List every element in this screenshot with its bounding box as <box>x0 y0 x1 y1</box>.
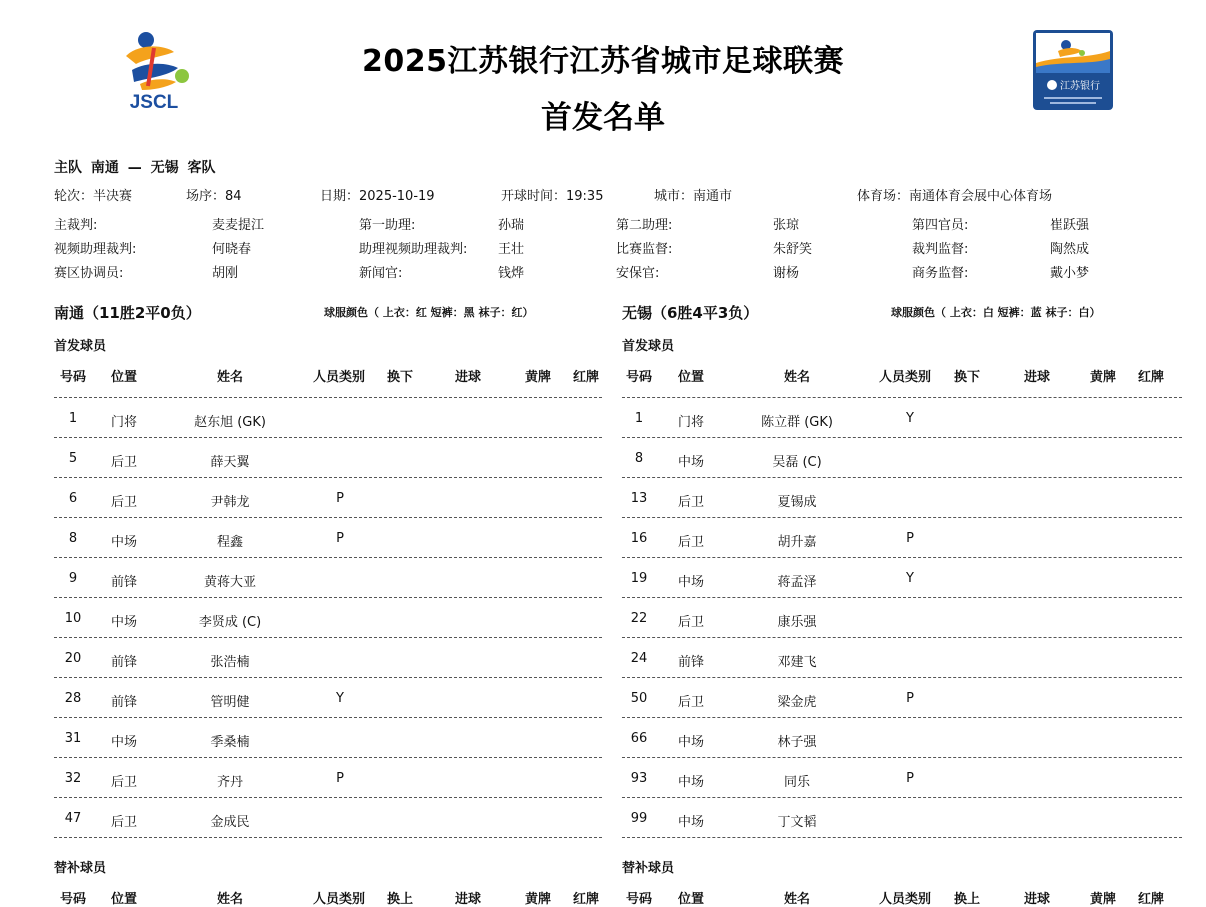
away-player-name: 胡升嘉 <box>777 535 817 550</box>
away-player-position: 后卫 <box>677 695 704 710</box>
home-player-position: 后卫 <box>110 775 137 790</box>
away-player-name: 林子强 <box>777 735 817 750</box>
away-sub-col-header: 红牌 <box>1137 892 1164 907</box>
jscl-logo-text: JSCL <box>129 92 179 112</box>
away-player-number: 1 <box>634 411 644 426</box>
home-player-category: Y <box>336 691 344 706</box>
home-player-position: 前锋 <box>110 575 137 590</box>
official-label: 第二助理: <box>616 218 673 233</box>
home-player-position: 门将 <box>110 415 137 430</box>
away-player-number: 19 <box>630 571 648 586</box>
home-sub-col-header: 进球 <box>454 892 481 907</box>
home-player-name: 季桑楠 <box>210 735 250 750</box>
away-col-header: 红牌 <box>1137 370 1164 385</box>
home-sub-col-header: 姓名 <box>216 892 243 907</box>
home-player-number: 6 <box>68 491 78 506</box>
away-sub-col-header: 换上 <box>953 892 980 907</box>
home-col-header: 人员类别 <box>312 370 365 385</box>
home-player-position: 前锋 <box>110 655 137 670</box>
row-divider <box>622 677 1182 678</box>
official-label: 助理视频助理裁判: <box>359 242 468 257</box>
row-divider <box>54 757 602 758</box>
home-player-name: 管明健 <box>210 695 250 710</box>
stadium: 体育场：南通体育会展中心体育场 <box>857 189 1053 204</box>
official-label: 主裁判: <box>54 218 98 233</box>
home-col-header: 换下 <box>386 370 413 385</box>
away-player-category: P <box>906 771 914 786</box>
row-divider <box>54 477 602 478</box>
home-player-position: 后卫 <box>110 815 137 830</box>
home-col-header: 红牌 <box>572 370 599 385</box>
row-divider <box>622 597 1182 598</box>
away-player-position: 中场 <box>677 575 704 590</box>
away-player-number: 16 <box>630 531 648 546</box>
away-player-position: 前锋 <box>677 655 704 670</box>
home-player-name: 程鑫 <box>216 535 243 550</box>
home-sub-col-header: 黄牌 <box>524 892 551 907</box>
away-player-number: 93 <box>630 771 648 786</box>
home-player-number: 31 <box>64 731 82 746</box>
away-player-position: 中场 <box>677 775 704 790</box>
away-player-name: 同乐 <box>783 775 810 790</box>
official-label: 安保官: <box>616 266 660 281</box>
official-label: 第一助理: <box>359 218 416 233</box>
home-sub-col-header: 位置 <box>110 892 137 907</box>
home-player-name: 张浩楠 <box>210 655 250 670</box>
official-label: 第四官员: <box>912 218 969 233</box>
away-player-position: 后卫 <box>677 615 704 630</box>
away-player-number: 22 <box>630 611 648 626</box>
home-player-name: 赵东旭 (GK) <box>194 415 266 430</box>
official-name: 朱舒笑 <box>773 242 813 257</box>
row-divider <box>622 397 1182 398</box>
away-starters-label: 首发球员 <box>622 339 675 354</box>
away-player-number: 99 <box>630 811 648 826</box>
official-label: 视频助理裁判: <box>54 242 137 257</box>
home-col-header: 进球 <box>454 370 481 385</box>
home-player-name: 薛天翼 <box>210 455 250 470</box>
home-player-category: P <box>336 771 344 786</box>
away-player-position: 中场 <box>677 735 704 750</box>
official-name: 胡刚 <box>212 266 239 281</box>
away-sub-col-header: 姓名 <box>783 892 810 907</box>
away-player-number: 24 <box>630 651 648 666</box>
home-player-number: 28 <box>64 691 82 706</box>
away-player-position: 后卫 <box>677 535 704 550</box>
row-divider <box>54 397 602 398</box>
away-player-name: 梁金虎 <box>777 695 817 710</box>
home-player-position: 后卫 <box>110 495 137 510</box>
home-col-header: 号码 <box>59 370 86 385</box>
away-sub-col-header: 进球 <box>1023 892 1050 907</box>
page-subtitle: 首发名单 <box>541 100 665 136</box>
home-subs-label: 替补球员 <box>54 861 107 876</box>
away-col-header: 人员类别 <box>878 370 931 385</box>
away-col-header: 换下 <box>953 370 980 385</box>
away-sub-col-header: 黄牌 <box>1089 892 1116 907</box>
home-player-number: 5 <box>68 451 78 466</box>
away-player-name: 丁文韬 <box>777 815 817 830</box>
row-divider <box>54 717 602 718</box>
away-player-name: 康乐强 <box>777 615 817 630</box>
away-sub-col-header: 人员类别 <box>878 892 931 907</box>
away-player-position: 门将 <box>677 415 704 430</box>
row-divider <box>54 637 602 638</box>
away-player-number: 8 <box>634 451 644 466</box>
home-player-position: 中场 <box>110 615 137 630</box>
official-label: 裁判监督: <box>912 242 969 257</box>
home-player-number: 1 <box>68 411 78 426</box>
round: 轮次：半决赛 <box>54 189 133 204</box>
row-divider <box>622 837 1182 838</box>
home-player-number: 32 <box>64 771 82 786</box>
home-player-number: 47 <box>64 811 82 826</box>
away-kit-colors: 球服颜色（ 上衣：白 短裤：蓝 袜子：白） <box>891 306 1101 319</box>
row-divider <box>54 437 602 438</box>
home-player-name: 黄蒋大亚 <box>203 575 256 590</box>
official-label: 商务监督: <box>912 266 969 281</box>
official-label: 赛区协调员: <box>54 266 124 281</box>
home-player-position: 前锋 <box>110 695 137 710</box>
away-player-category: P <box>906 531 914 546</box>
home-player-name: 尹韩龙 <box>210 495 250 510</box>
home-kit-colors: 球服颜色（ 上衣：红 短裤：黑 袜子：红） <box>324 306 534 319</box>
home-sub-col-header: 人员类别 <box>312 892 365 907</box>
row-divider <box>54 797 602 798</box>
jiangsu-bank-text: 江苏银行 <box>1060 81 1100 92</box>
teams-line: 主队 南通 — 无锡 客队 <box>54 160 216 176</box>
away-sub-col-header: 号码 <box>625 892 652 907</box>
away-player-name: 陈立群 (GK) <box>761 415 833 430</box>
official-name: 孙瑞 <box>498 218 525 233</box>
row-divider <box>622 717 1182 718</box>
row-divider <box>54 557 602 558</box>
home-player-category: P <box>336 491 344 506</box>
row-divider <box>622 437 1182 438</box>
away-player-category: Y <box>906 571 914 586</box>
row-divider <box>622 757 1182 758</box>
home-player-position: 后卫 <box>110 455 137 470</box>
home-player-name: 金成民 <box>210 815 250 830</box>
home-team-record: 南通（11胜2平0负） <box>54 304 201 322</box>
away-col-header: 号码 <box>625 370 652 385</box>
away-player-name: 吴磊 (C) <box>772 455 822 470</box>
official-name: 何晓春 <box>212 242 252 257</box>
row-divider <box>622 557 1182 558</box>
official-name: 麦麦提江 <box>212 218 265 233</box>
away-col-header: 黄牌 <box>1089 370 1116 385</box>
away-team-record: 无锡（6胜4平3负） <box>622 304 759 322</box>
away-player-category: P <box>906 691 914 706</box>
match-date: 日期：2025-10-19 <box>320 189 435 204</box>
official-name: 崔跃强 <box>1050 218 1090 233</box>
away-player-category: Y <box>906 411 914 426</box>
away-player-name: 夏锡成 <box>777 495 817 510</box>
official-name: 钱烨 <box>498 266 525 281</box>
official-name: 戴小梦 <box>1050 266 1090 281</box>
city: 城市：南通市 <box>654 189 733 204</box>
away-player-number: 13 <box>630 491 648 506</box>
row-divider <box>622 517 1182 518</box>
home-player-number: 10 <box>64 611 82 626</box>
home-sub-col-header: 号码 <box>59 892 86 907</box>
page-title: 2025江苏银行江苏省城市足球联赛 <box>362 44 844 79</box>
away-player-number: 50 <box>630 691 648 706</box>
home-player-number: 9 <box>68 571 78 586</box>
home-col-header: 姓名 <box>216 370 243 385</box>
official-name: 陶然成 <box>1050 242 1090 257</box>
home-col-header: 黄牌 <box>524 370 551 385</box>
row-divider <box>54 677 602 678</box>
away-col-header: 进球 <box>1023 370 1050 385</box>
home-player-number: 8 <box>68 531 78 546</box>
home-sub-col-header: 换上 <box>386 892 413 907</box>
away-player-name: 邓建飞 <box>777 655 817 670</box>
away-subs-label: 替补球员 <box>622 861 675 876</box>
official-name: 张琼 <box>773 218 800 233</box>
away-col-header: 姓名 <box>783 370 810 385</box>
away-player-position: 中场 <box>677 815 704 830</box>
row-divider <box>54 597 602 598</box>
row-divider <box>54 837 602 838</box>
row-divider <box>622 797 1182 798</box>
home-starters-label: 首发球员 <box>54 339 107 354</box>
home-col-header: 位置 <box>110 370 137 385</box>
official-label: 新闻官: <box>359 266 403 281</box>
home-player-number: 20 <box>64 651 82 666</box>
home-player-category: P <box>336 531 344 546</box>
away-player-name: 蒋孟泽 <box>777 575 817 590</box>
kickoff-time: 开球时间：19:35 <box>501 189 604 204</box>
away-sub-col-header: 位置 <box>677 892 704 907</box>
away-player-number: 66 <box>630 731 648 746</box>
home-sub-col-header: 红牌 <box>572 892 599 907</box>
row-divider <box>622 477 1182 478</box>
home-player-name: 李贤成 (C) <box>198 615 262 630</box>
home-player-position: 中场 <box>110 535 137 550</box>
home-player-position: 中场 <box>110 735 137 750</box>
official-name: 王壮 <box>498 242 525 257</box>
away-player-position: 后卫 <box>677 495 704 510</box>
official-name: 谢杨 <box>773 266 800 281</box>
row-divider <box>622 637 1182 638</box>
match-number: 场序：84 <box>186 189 242 204</box>
row-divider <box>54 517 602 518</box>
away-player-position: 中场 <box>677 455 704 470</box>
official-label: 比赛监督: <box>616 242 673 257</box>
home-player-name: 齐丹 <box>216 775 243 790</box>
away-col-header: 位置 <box>677 370 704 385</box>
